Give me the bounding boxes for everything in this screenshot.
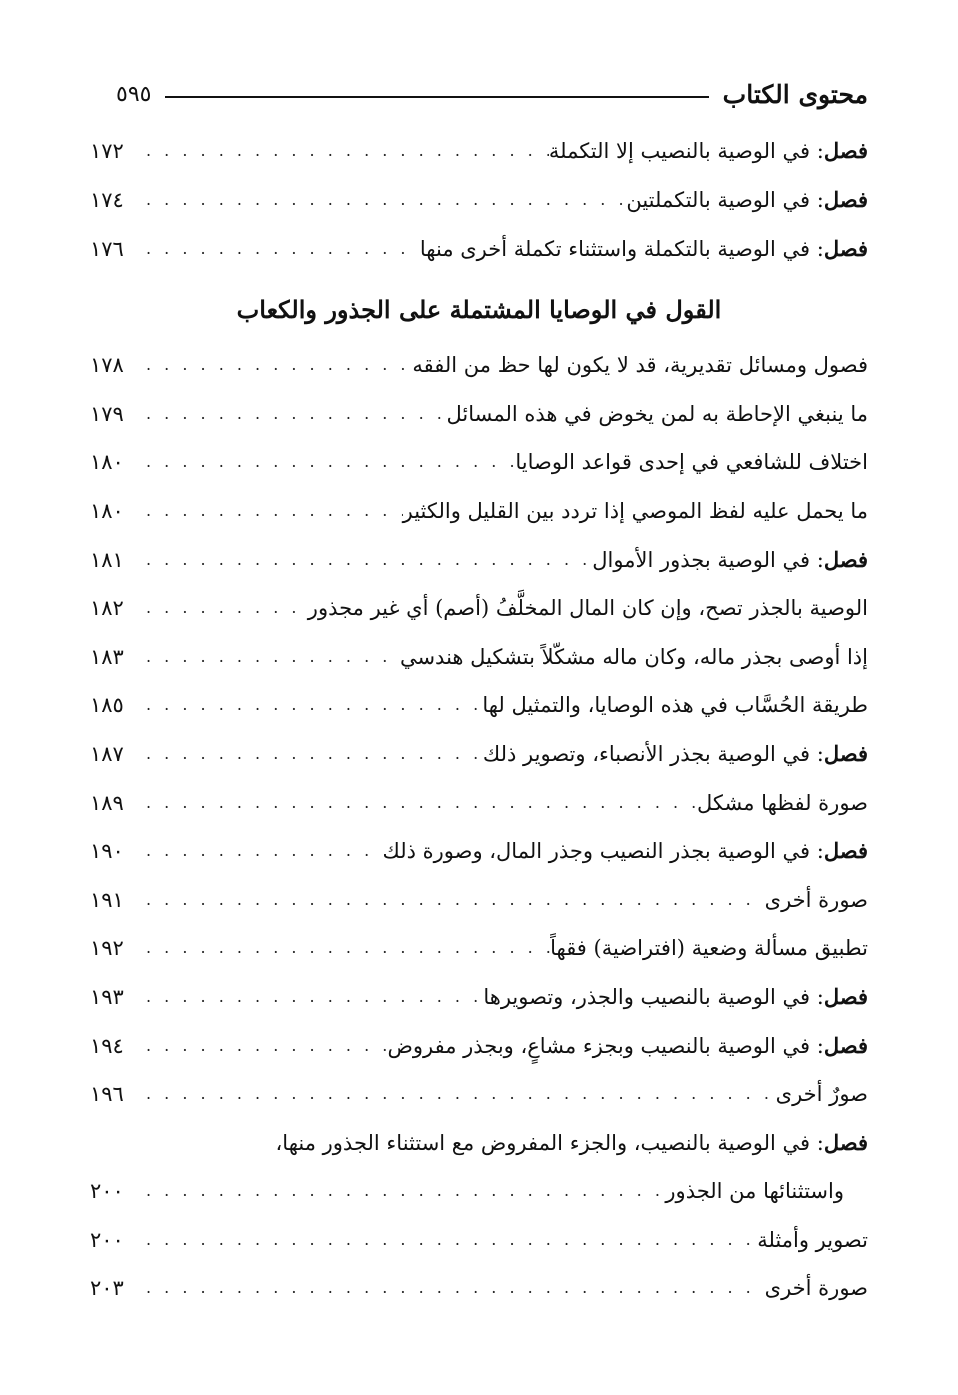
toc-multiline-entry: [90, 1107, 868, 1204]
entry-title: صورٌ أخرى: [775, 1082, 868, 1107]
entry-lead: فصل: [823, 740, 868, 766]
entry-page-number: ١٩٦: [90, 1082, 124, 1107]
leader-dots: [138, 1230, 757, 1249]
toc-list-main: [90, 330, 868, 1108]
leader-dots: [138, 1084, 776, 1103]
leader-dots: [138, 598, 308, 617]
toc-entry: [90, 1204, 868, 1253]
entry-title: : في الوصية بجذر الأنصباء، وتصوير ذلك: [482, 741, 824, 766]
entry-text: [776, 1082, 868, 1107]
toc-entry: [90, 670, 868, 719]
toc-entry: [90, 816, 868, 865]
header-title: محتوى الكتاب: [722, 79, 868, 109]
entry-page-number: ٢٠٣: [90, 1276, 124, 1301]
leader-dots: [138, 695, 482, 714]
toc-entry: [90, 719, 868, 768]
leader-dots: [138, 1036, 387, 1055]
entry-text: [515, 450, 868, 475]
running-header: [90, 72, 868, 116]
toc-entry: [90, 1253, 868, 1302]
entry-title: طريقة الحُسَّاب في هذه الوصايا، والتمثيل لها: [482, 693, 868, 718]
entry-page-number: ١٨٠: [90, 450, 124, 475]
entry-title: : في الوصية بجذر النصيب وجذر المال، وصورة ذلك: [382, 839, 824, 864]
leader-dots: [138, 1181, 665, 1200]
leader-dots: [138, 841, 383, 860]
entry-page-number: ١٧٢: [90, 139, 124, 164]
entry-title: صورة لفظها مشكل: [697, 790, 868, 815]
entry-text: [592, 547, 868, 573]
entry-text: [697, 791, 868, 816]
toc-entry: [90, 621, 868, 670]
entry-title: : في الوصية بالتكملة واستثناء تكملة أخرى منها: [419, 236, 824, 261]
leader-dots: [138, 355, 412, 374]
toc-entry: [90, 1010, 868, 1059]
entry-page-number: ١٨٩: [90, 790, 124, 815]
entry-page-number: ١٩٣: [90, 984, 124, 1009]
entry-title: صورة أخرى: [764, 887, 868, 912]
leader-dots: [138, 239, 420, 258]
toc-entry: [90, 165, 868, 214]
entry-text: [765, 888, 868, 913]
leader-dots: [138, 938, 550, 957]
toc-entry: [90, 962, 868, 1011]
entry-lead: فصل: [823, 187, 868, 212]
toc-entry: [90, 524, 868, 573]
entry-text: [90, 1130, 868, 1156]
toc-entry: [90, 476, 868, 525]
toc-entry: [90, 767, 868, 816]
entry-text: [400, 645, 868, 670]
entry-text: [383, 838, 869, 864]
entry-text: [387, 1033, 868, 1059]
toc-list-top: [90, 116, 868, 262]
entry-page-number: ١٨٢: [90, 596, 124, 621]
toc-list-bottom: [90, 1204, 868, 1301]
entry-title: تطبيق مسألة وضعية (افتراضية) فقهاً: [550, 936, 868, 961]
leader-dots: [138, 793, 697, 812]
leader-dots: [138, 404, 446, 423]
entry-page-number: ١٨٠: [90, 498, 124, 523]
entry-title: : في الوصية بالتكملتين: [626, 188, 824, 212]
entry-page-number: ١٩١: [90, 887, 124, 912]
entry-page-number: ١٨٧: [90, 741, 124, 766]
entry-lead: فصل: [823, 235, 868, 261]
entry-page-number: ١٧٨: [90, 353, 124, 378]
toc-entry-continuation: [90, 1156, 868, 1205]
entry-title: : في الوصية بالنصيب إلا التكملة: [548, 139, 824, 164]
entry-lead: فصل: [823, 138, 868, 164]
section-title: القول في الوصايا المشتملة على الجذور والكعاب: [236, 294, 722, 324]
toc-page: [90, 72, 868, 1302]
entry-lead: فصل: [823, 546, 868, 572]
leader-dots: [138, 141, 549, 160]
toc-entry: [90, 913, 868, 962]
entry-page-number: ١٨٣: [90, 644, 124, 669]
entry-lead: فصل: [823, 1129, 868, 1155]
entry-text: [626, 187, 868, 213]
entry-text: [446, 402, 868, 427]
toc-entry: [90, 378, 868, 427]
entry-page-number: ١٨١: [90, 547, 124, 572]
entry-page-number: ١٩٤: [90, 1033, 124, 1058]
leader-dots: [138, 452, 515, 471]
entry-title: ما يحمل عليه لفظ الموصي إذا تردد بين القليل والكثير: [402, 498, 868, 523]
entry-page-number: ١٩٢: [90, 936, 124, 961]
entry-text: [483, 741, 868, 767]
entry-page-number: ١٨٥: [90, 693, 124, 718]
leader-dots: [138, 987, 483, 1006]
entry-text: [308, 596, 868, 621]
entry-title: إذا أوصى بجذر ماله، وكان ماله مشكّلاً بتشكيل هندسي: [399, 644, 868, 669]
entry-text: [757, 1228, 868, 1253]
toc-entry: [90, 864, 868, 913]
entry-page-number: ١٩٠: [90, 839, 124, 864]
entry-text: [403, 499, 868, 524]
entry-text: [482, 693, 868, 718]
entry-lead: فصل: [823, 983, 868, 1009]
entry-title: تصوير وأمثلة: [757, 1227, 868, 1252]
leader-dots: [138, 890, 765, 909]
entry-title: فصول ومسائل تقديرية، قد لا يكون لها حظ من الفقه: [412, 353, 868, 378]
leader-dots: [138, 190, 626, 209]
entry-text: [483, 984, 868, 1010]
toc-entry: [90, 213, 868, 262]
entry-page-number: ١٧٦: [90, 236, 124, 261]
entry-lead: فصل: [823, 838, 868, 864]
entry-title: : في الوصية بالنصيب، والجزء المفروض مع استثناء الجذور منها،: [275, 1130, 824, 1155]
leader-dots: [138, 550, 592, 569]
toc-entry: [90, 573, 868, 622]
entry-text: [412, 353, 868, 378]
entry-title: صورة أخرى: [764, 1276, 868, 1301]
entry-page-number: ١٧٤: [90, 188, 124, 212]
toc-entry: [90, 1059, 868, 1108]
entry-title: : في الوصية بجذور الأموال: [592, 547, 824, 572]
entry-title: الوصية بالجذر تصح، وإن كان المال المخلَّفُ (أصم) أي غير مجذور: [307, 596, 868, 621]
entry-text: [550, 936, 868, 961]
entry-page-number: ٢٠٠: [90, 1227, 124, 1252]
leader-dots: [138, 744, 483, 763]
entry-page-number: ٢٠٠: [90, 1179, 124, 1204]
toc-entry: [90, 427, 868, 476]
entry-title: واستثنائها من الجذور: [665, 1179, 844, 1204]
entry-title: اختلاف للشافعي في إحدى قواعد الوصايا: [515, 450, 868, 475]
leader-dots: [138, 647, 400, 666]
toc-entry-line: [90, 1107, 868, 1156]
leader-dots: [138, 501, 403, 520]
entry-text: [765, 1276, 868, 1301]
entry-title: ما ينبغي الإحاطة به لمن يخوض في هذه المسائل: [446, 401, 868, 426]
header-rule: [165, 96, 708, 98]
entry-page-number: ١٧٩: [90, 401, 124, 426]
toc-entry: [90, 116, 868, 165]
entry-lead: فصل: [823, 1032, 868, 1058]
entry-text: [549, 138, 868, 164]
toc-entry: [90, 330, 868, 379]
leader-dots: [138, 1278, 765, 1297]
entry-text: [420, 236, 868, 262]
entry-title: : في الوصية بالنصيب والجذر، وتصويرها: [483, 984, 824, 1009]
entry-title: : في الوصية بالنصيب وبجزء مشاعٍ، وبجذر مفروض: [387, 1033, 824, 1058]
header-page-number: ٥٩٥: [116, 81, 152, 107]
